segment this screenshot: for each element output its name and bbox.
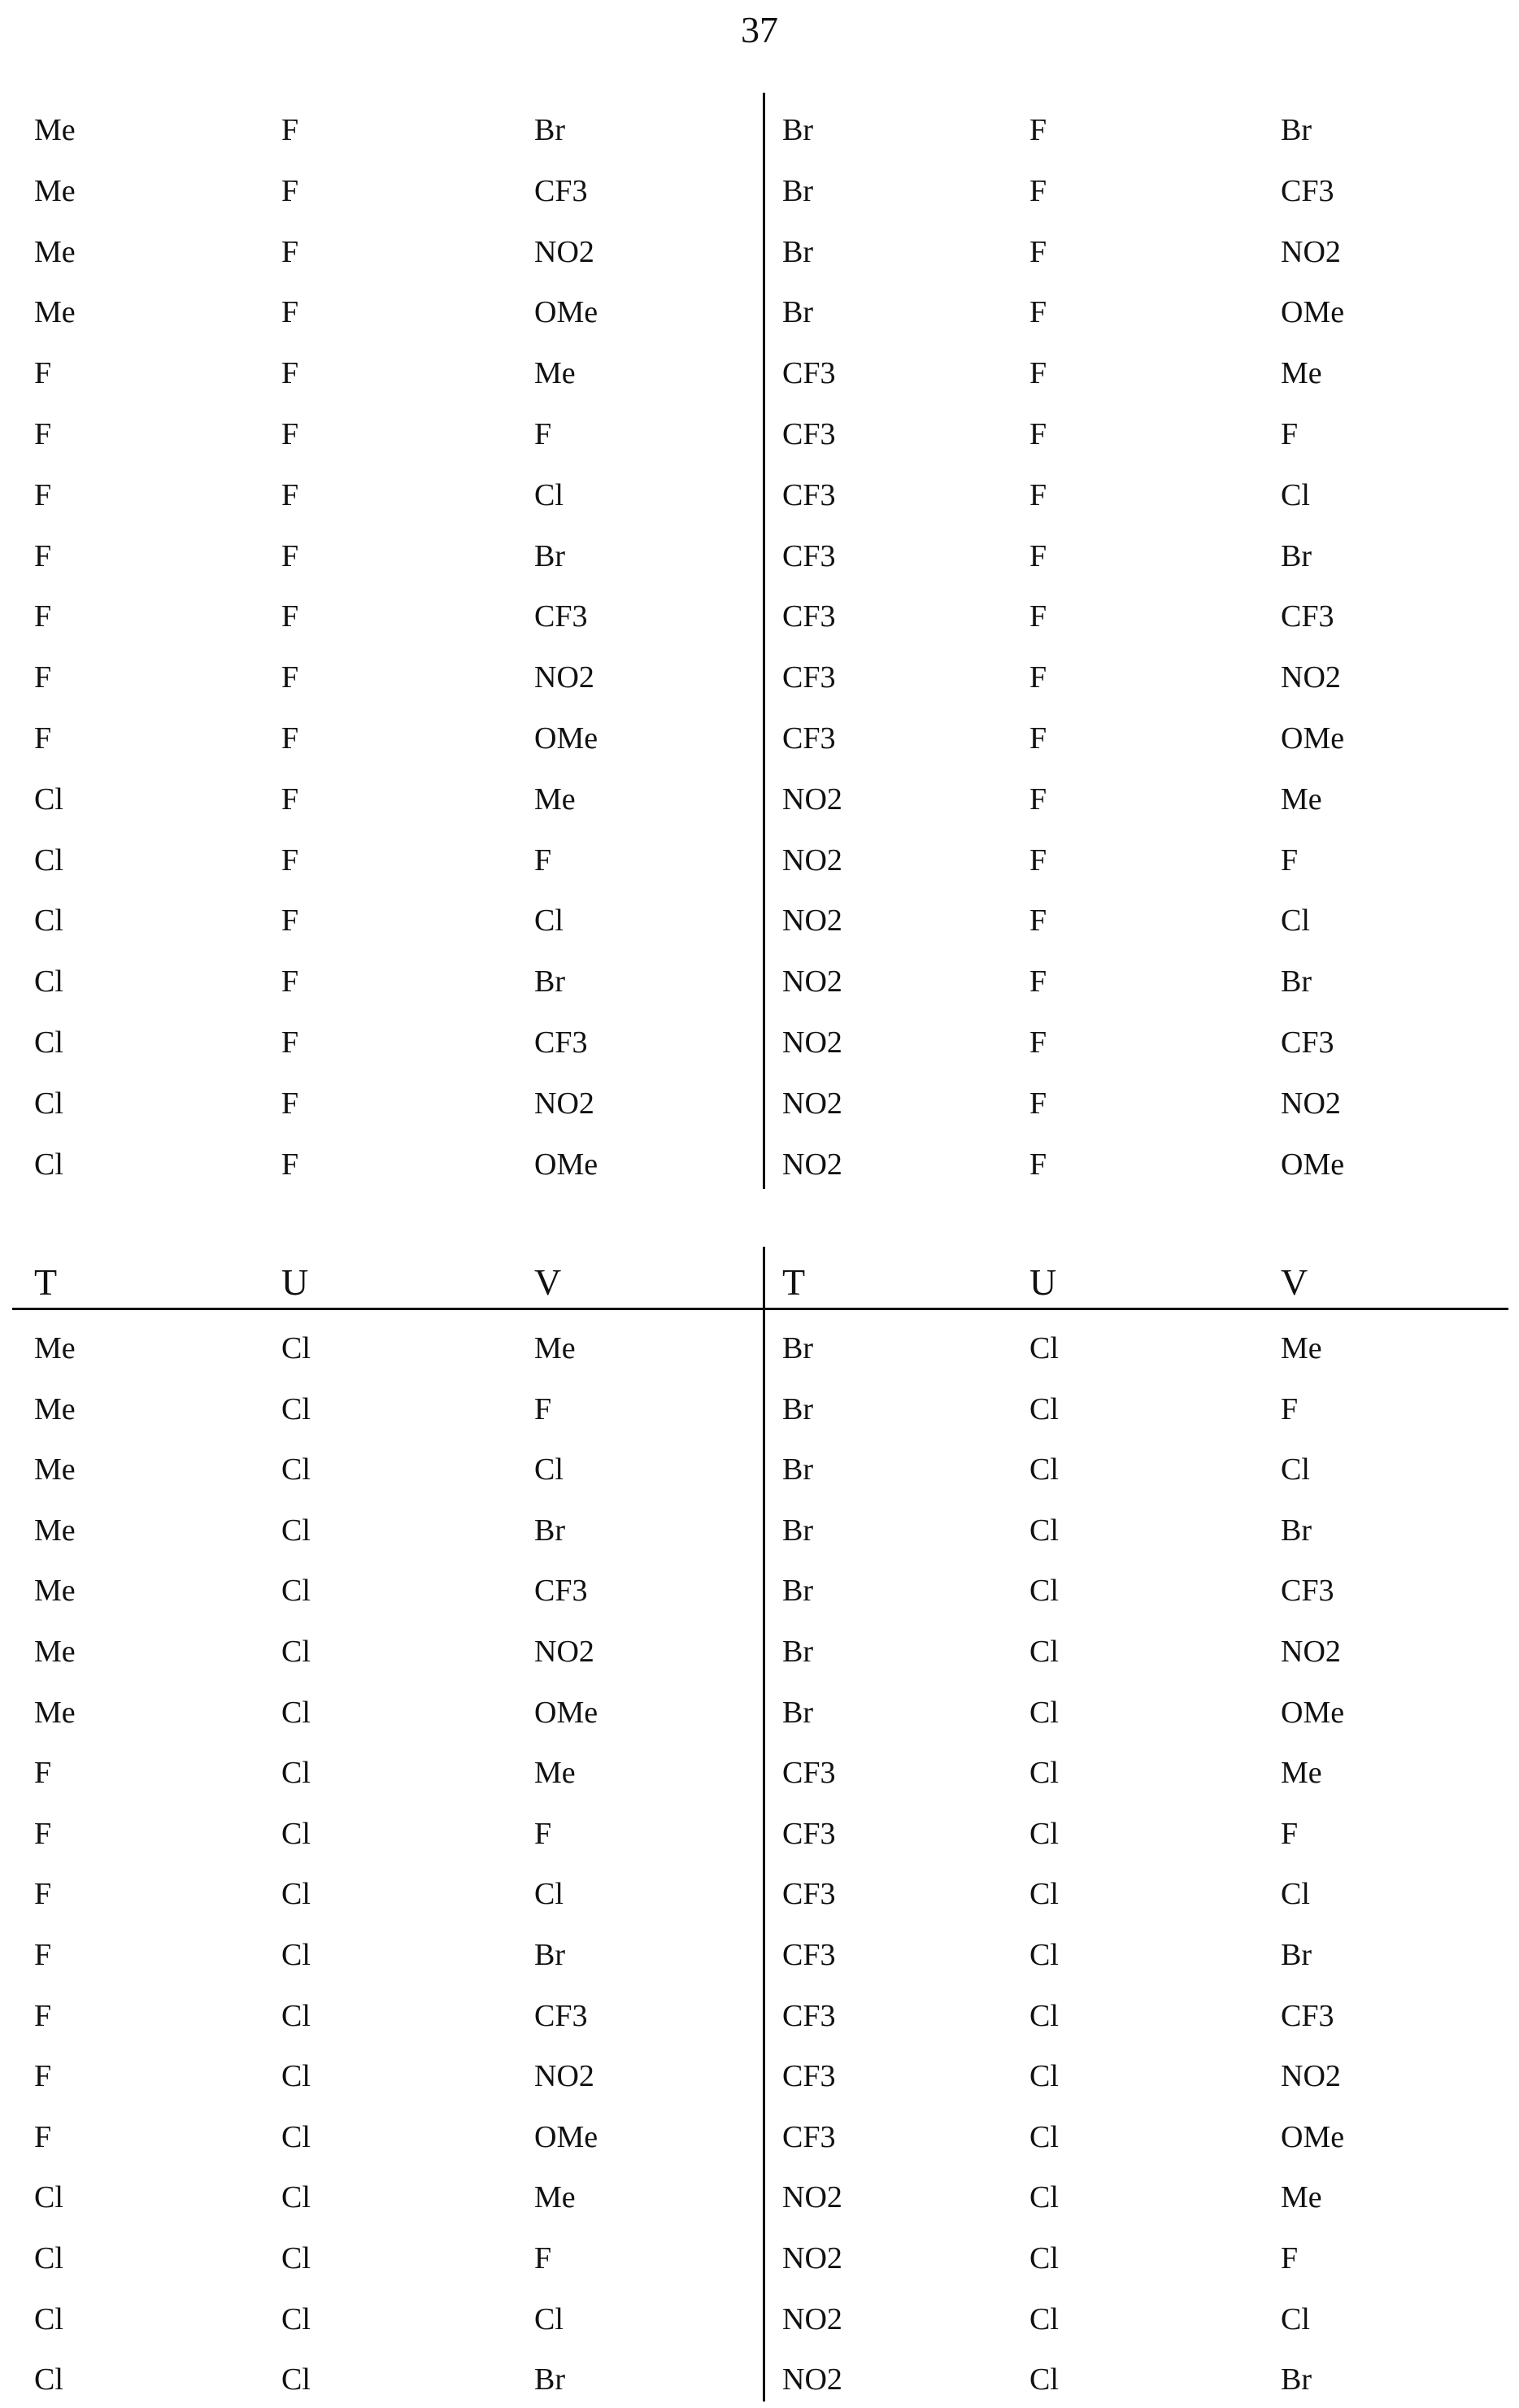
table-bottom-cell-right-v: Cl [1281, 1876, 1310, 1912]
table-bottom-cell-left-u: Cl [281, 1998, 311, 2034]
table-top-cell-right-t: CF3 [782, 599, 835, 634]
table-bottom-cell-right-t: Br [782, 1391, 813, 1427]
table-top-cell-right-v: OMe [1281, 294, 1344, 330]
column-header-left-t: T [34, 1262, 57, 1303]
table-top-cell-right-t: CF3 [782, 660, 835, 695]
table-top-cell-right-t: CF3 [782, 721, 835, 756]
table-top-cell-right-v: OMe [1281, 721, 1344, 756]
table-bottom-cell-left-u: Cl [281, 1876, 311, 1912]
table-bottom-cell-left-v: Cl [534, 2301, 564, 2337]
column-divider-bottom [763, 1247, 765, 2401]
table-bottom-cell-right-v: Cl [1281, 2301, 1310, 2337]
table-top-cell-right-t: CF3 [782, 355, 835, 391]
table-bottom-cell-left-u: Cl [281, 1452, 311, 1487]
table-bottom-cell-left-v: Me [534, 1330, 576, 1366]
table-bottom-cell-left-v: OMe [534, 2119, 598, 2155]
table-top-cell-right-u: F [1029, 173, 1047, 209]
table-bottom-cell-right-u: Cl [1029, 1634, 1059, 1670]
table-bottom-cell-left-t: F [34, 1937, 51, 1973]
table-top-cell-left-u: F [281, 1086, 298, 1121]
table-bottom-cell-right-u: Cl [1029, 1452, 1059, 1487]
table-top-cell-left-u: F [281, 660, 298, 695]
table-bottom-cell-left-u: Cl [281, 2058, 311, 2094]
table-bottom-cell-right-t: CF3 [782, 2119, 835, 2155]
table-top-cell-right-u: F [1029, 112, 1047, 148]
table-bottom-cell-right-u: Cl [1029, 1695, 1059, 1731]
table-bottom-cell-left-t: Me [34, 1513, 76, 1548]
table-bottom-cell-right-u: Cl [1029, 1998, 1059, 2034]
table-bottom-cell-right-v: NO2 [1281, 1634, 1341, 1670]
table-bottom-cell-left-u: Cl [281, 1937, 311, 1973]
table-top-cell-left-u: F [281, 173, 298, 209]
table-bottom-cell-right-t: Br [782, 1452, 813, 1487]
table-bottom-cell-left-t: Me [34, 1330, 76, 1366]
table-bottom-cell-left-t: Me [34, 1695, 76, 1731]
table-top-cell-left-u: F [281, 599, 298, 634]
table-bottom-cell-right-t: NO2 [782, 2179, 842, 2215]
table-top-cell-left-v: OMe [534, 721, 598, 756]
table-bottom-cell-left-u: Cl [281, 1513, 311, 1548]
table-bottom-cell-right-u: Cl [1029, 1330, 1059, 1366]
table-bottom-cell-left-v: F [534, 2240, 551, 2276]
table-bottom-cell-right-u: Cl [1029, 1816, 1059, 1852]
table-bottom-cell-right-t: CF3 [782, 1998, 835, 2034]
table-top-cell-left-v: NO2 [534, 234, 594, 270]
table-bottom-cell-left-v: Br [534, 1513, 565, 1548]
table-bottom-cell-right-u: Cl [1029, 2301, 1059, 2337]
table-top-cell-left-t: Cl [34, 903, 63, 938]
table-bottom-cell-right-v: F [1281, 1816, 1298, 1852]
page-number: 37 [0, 8, 1519, 51]
table-top-cell-left-v: CF3 [534, 1025, 587, 1060]
table-top-cell-left-t: F [34, 416, 51, 452]
table-bottom-cell-right-u: Cl [1029, 1755, 1059, 1791]
table-top-cell-right-t: NO2 [782, 964, 842, 999]
column-header-right-u: U [1029, 1262, 1056, 1303]
table-bottom-cell-right-t: NO2 [782, 2362, 842, 2397]
table-top-cell-right-v: OMe [1281, 1147, 1344, 1182]
table-bottom-cell-right-u: Cl [1029, 2119, 1059, 2155]
table-top-cell-right-v: F [1281, 416, 1298, 452]
table-top-cell-left-t: Me [34, 234, 76, 270]
table-top-cell-left-t: Me [34, 294, 76, 330]
table-top-cell-right-v: NO2 [1281, 660, 1341, 695]
table-top-cell-right-v: Me [1281, 355, 1322, 391]
table-top-cell-left-t: F [34, 660, 51, 695]
table-top-cell-right-v: CF3 [1281, 1025, 1334, 1060]
table-bottom-cell-right-t: Br [782, 1330, 813, 1366]
table-bottom-cell-right-u: Cl [1029, 1391, 1059, 1427]
table-bottom-cell-left-v: OMe [534, 1695, 598, 1731]
table-bottom-cell-right-u: Cl [1029, 1937, 1059, 1973]
table-top-cell-left-u: F [281, 782, 298, 817]
table-top-cell-right-u: F [1029, 234, 1047, 270]
table-bottom-cell-right-v: F [1281, 2240, 1298, 2276]
table-top-cell-left-v: Cl [534, 477, 564, 513]
table-bottom-cell-right-t: Br [782, 1695, 813, 1731]
table-bottom-cell-left-v: Cl [534, 1452, 564, 1487]
table-bottom-cell-left-t: Me [34, 1634, 76, 1670]
table-top-cell-left-u: F [281, 1025, 298, 1060]
table-top-cell-left-u: F [281, 903, 298, 938]
table-bottom-cell-left-t: Cl [34, 2240, 63, 2276]
table-top-cell-right-u: F [1029, 782, 1047, 817]
table-top-cell-left-v: NO2 [534, 660, 594, 695]
table-bottom-cell-left-u: Cl [281, 2362, 311, 2397]
column-header-left-v: V [534, 1262, 561, 1303]
table-top-cell-right-v: Br [1281, 538, 1312, 574]
table-top-cell-left-t: Cl [34, 1147, 63, 1182]
table-bottom-cell-left-t: Cl [34, 2301, 63, 2337]
table-top-cell-left-v: CF3 [534, 599, 587, 634]
table-top-cell-left-u: F [281, 721, 298, 756]
table-bottom-cell-left-t: Me [34, 1573, 76, 1609]
table-bottom-cell-right-v: Br [1281, 1513, 1312, 1548]
table-top-cell-right-v: Cl [1281, 477, 1310, 513]
table-top-cell-left-t: F [34, 538, 51, 574]
table-bottom-cell-left-u: Cl [281, 2301, 311, 2337]
table-bottom-cell-left-v: Br [534, 1937, 565, 1973]
table-bottom-cell-left-v: CF3 [534, 1998, 587, 2034]
table-top-cell-left-u: F [281, 355, 298, 391]
table-top-cell-left-t: F [34, 355, 51, 391]
table-top-cell-left-t: F [34, 477, 51, 513]
table-bottom-cell-right-v: NO2 [1281, 2058, 1341, 2094]
table-bottom-cell-left-t: Cl [34, 2179, 63, 2215]
table-bottom-cell-right-t: CF3 [782, 2058, 835, 2094]
table-bottom-cell-left-t: F [34, 1876, 51, 1912]
table-top-cell-right-t: NO2 [782, 1086, 842, 1121]
table-bottom-cell-right-v: Br [1281, 1937, 1312, 1973]
table-top-cell-right-t: NO2 [782, 1025, 842, 1060]
table-top-cell-left-v: F [534, 843, 551, 878]
table-bottom-cell-right-v: CF3 [1281, 1573, 1334, 1609]
table-top-cell-left-t: Cl [34, 843, 63, 878]
table-top-cell-left-v: Br [534, 964, 565, 999]
table-bottom-cell-left-u: Cl [281, 1634, 311, 1670]
table-top-cell-right-u: F [1029, 477, 1047, 513]
table-bottom-cell-left-u: Cl [281, 2179, 311, 2215]
table-top-cell-left-u: F [281, 416, 298, 452]
table-top-cell-right-v: Br [1281, 112, 1312, 148]
table-top-cell-left-u: F [281, 538, 298, 574]
table-bottom-cell-left-u: Cl [281, 1573, 311, 1609]
table-bottom-cell-right-t: CF3 [782, 1876, 835, 1912]
table-bottom-cell-right-u: Cl [1029, 2362, 1059, 2397]
table-bottom-cell-right-t: Br [782, 1634, 813, 1670]
table-top-cell-left-v: NO2 [534, 1086, 594, 1121]
table-top-cell-right-t: Br [782, 112, 813, 148]
table-bottom-cell-right-t: NO2 [782, 2240, 842, 2276]
table-bottom-cell-left-u: Cl [281, 1330, 311, 1366]
table-top-cell-left-u: F [281, 1147, 298, 1182]
table-top-cell-left-v: Br [534, 112, 565, 148]
table-bottom-cell-left-v: Br [534, 2362, 565, 2397]
column-divider-top [763, 93, 765, 1189]
table-top-cell-right-u: F [1029, 355, 1047, 391]
table-bottom-cell-right-u: Cl [1029, 1573, 1059, 1609]
table-top-cell-right-v: F [1281, 843, 1298, 878]
header-rule [12, 1308, 1508, 1310]
table-top-cell-right-t: Br [782, 234, 813, 270]
table-top-cell-left-v: Br [534, 538, 565, 574]
table-top-cell-right-u: F [1029, 1086, 1047, 1121]
table-top-cell-right-t: CF3 [782, 538, 835, 574]
table-bottom-cell-right-v: OMe [1281, 2119, 1344, 2155]
table-top-cell-right-u: F [1029, 538, 1047, 574]
table-bottom-cell-right-u: Cl [1029, 1513, 1059, 1548]
table-bottom-cell-left-t: Me [34, 1391, 76, 1427]
table-top-cell-left-v: OMe [534, 294, 598, 330]
table-top-cell-left-u: F [281, 294, 298, 330]
table-top-cell-left-v: CF3 [534, 173, 587, 209]
table-top-cell-right-v: Me [1281, 782, 1322, 817]
column-header-left-u: U [281, 1262, 308, 1303]
table-top-cell-right-t: NO2 [782, 843, 842, 878]
table-top-cell-right-v: CF3 [1281, 599, 1334, 634]
table-bottom-cell-left-v: NO2 [534, 1634, 594, 1670]
table-bottom-cell-left-v: F [534, 1816, 551, 1852]
table-bottom-cell-left-u: Cl [281, 1816, 311, 1852]
table-bottom-cell-right-u: Cl [1029, 1876, 1059, 1912]
table-top-cell-right-t: Br [782, 173, 813, 209]
table-bottom-cell-left-t: Cl [34, 2362, 63, 2397]
table-bottom-cell-right-t: CF3 [782, 1755, 835, 1791]
table-top-cell-left-v: Me [534, 782, 576, 817]
column-header-right-t: T [782, 1262, 805, 1303]
table-top-cell-right-t: Br [782, 294, 813, 330]
table-bottom-cell-left-u: Cl [281, 2240, 311, 2276]
table-bottom-cell-right-v: Me [1281, 1330, 1322, 1366]
table-top-cell-left-u: F [281, 234, 298, 270]
table-top-cell-right-u: F [1029, 294, 1047, 330]
table-bottom-cell-left-v: Me [534, 2179, 576, 2215]
table-top-cell-right-u: F [1029, 416, 1047, 452]
table-top-cell-left-u: F [281, 964, 298, 999]
table-bottom-cell-right-t: Br [782, 1513, 813, 1548]
table-top-cell-right-u: F [1029, 843, 1047, 878]
table-bottom-cell-right-v: CF3 [1281, 1998, 1334, 2034]
table-bottom-cell-left-t: F [34, 2058, 51, 2094]
table-bottom-cell-left-v: NO2 [534, 2058, 594, 2094]
table-top-cell-left-t: Cl [34, 1025, 63, 1060]
table-bottom-cell-right-v: Me [1281, 2179, 1322, 2215]
table-bottom-cell-left-t: F [34, 1755, 51, 1791]
table-bottom-cell-left-u: Cl [281, 1755, 311, 1791]
table-bottom-cell-right-u: Cl [1029, 2240, 1059, 2276]
table-top-cell-right-u: F [1029, 599, 1047, 634]
table-top-cell-right-u: F [1029, 903, 1047, 938]
table-bottom-cell-right-v: F [1281, 1391, 1298, 1427]
table-top-cell-left-t: Cl [34, 1086, 63, 1121]
table-top-cell-left-t: Me [34, 173, 76, 209]
table-bottom-cell-right-v: Cl [1281, 1452, 1310, 1487]
table-bottom-cell-right-v: Br [1281, 2362, 1312, 2397]
table-bottom-cell-left-v: F [534, 1391, 551, 1427]
table-bottom-cell-left-u: Cl [281, 2119, 311, 2155]
table-bottom-cell-left-t: F [34, 2119, 51, 2155]
table-bottom-cell-left-u: Cl [281, 1695, 311, 1731]
table-top-cell-right-u: F [1029, 1147, 1047, 1182]
table-top-cell-right-v: NO2 [1281, 234, 1341, 270]
column-header-right-v: V [1281, 1262, 1308, 1303]
table-bottom-cell-left-v: Me [534, 1755, 576, 1791]
table-top-cell-right-u: F [1029, 1025, 1047, 1060]
table-bottom-cell-right-t: CF3 [782, 1937, 835, 1973]
table-top-cell-right-u: F [1029, 660, 1047, 695]
table-bottom-cell-left-u: Cl [281, 1391, 311, 1427]
table-bottom-cell-right-u: Cl [1029, 2179, 1059, 2215]
table-top-cell-right-t: CF3 [782, 477, 835, 513]
table-bottom-cell-left-t: F [34, 1816, 51, 1852]
table-top-cell-left-u: F [281, 477, 298, 513]
table-bottom-cell-right-v: OMe [1281, 1695, 1344, 1731]
table-top-cell-left-v: OMe [534, 1147, 598, 1182]
table-top-cell-left-v: Me [534, 355, 576, 391]
table-bottom-cell-left-v: Cl [534, 1876, 564, 1912]
table-bottom-cell-right-t: NO2 [782, 2301, 842, 2337]
table-top-cell-right-t: CF3 [782, 416, 835, 452]
table-top-cell-left-t: Cl [34, 782, 63, 817]
table-top-cell-right-t: NO2 [782, 782, 842, 817]
table-top-cell-right-t: NO2 [782, 1147, 842, 1182]
table-top-cell-left-t: F [34, 599, 51, 634]
table-bottom-cell-right-t: CF3 [782, 1816, 835, 1852]
table-bottom-cell-right-t: Br [782, 1573, 813, 1609]
table-bottom-cell-right-u: Cl [1029, 2058, 1059, 2094]
table-top-cell-right-u: F [1029, 964, 1047, 999]
table-top-cell-left-t: Cl [34, 964, 63, 999]
table-bottom-cell-right-v: Me [1281, 1755, 1322, 1791]
table-bottom-cell-left-t: Me [34, 1452, 76, 1487]
table-top-cell-right-v: NO2 [1281, 1086, 1341, 1121]
table-top-cell-left-t: Me [34, 112, 76, 148]
table-top-cell-right-v: CF3 [1281, 173, 1334, 209]
table-top-cell-right-u: F [1029, 721, 1047, 756]
table-top-cell-right-v: Cl [1281, 903, 1310, 938]
table-top-cell-right-v: Br [1281, 964, 1312, 999]
table-top-cell-left-u: F [281, 843, 298, 878]
table-bottom-cell-left-t: F [34, 1998, 51, 2034]
table-top-cell-left-v: Cl [534, 903, 564, 938]
table-top-cell-left-t: F [34, 721, 51, 756]
table-top-cell-left-u: F [281, 112, 298, 148]
table-top-cell-left-v: F [534, 416, 551, 452]
table-bottom-cell-left-v: CF3 [534, 1573, 587, 1609]
table-top-cell-right-t: NO2 [782, 903, 842, 938]
